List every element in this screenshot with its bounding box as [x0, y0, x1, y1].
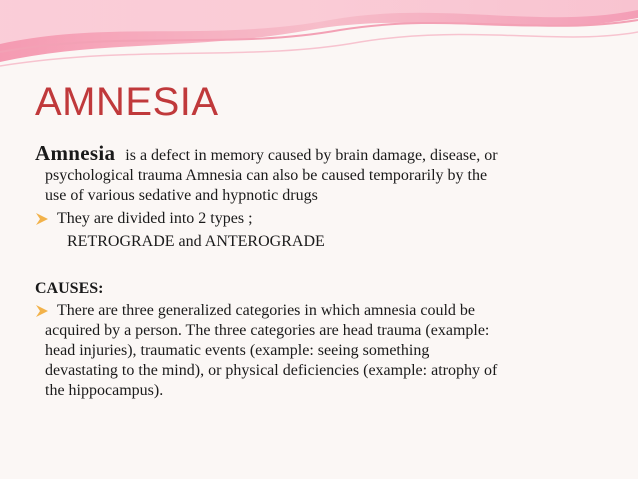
causes-line-1: There are three generalized categories in which amnesia could be — [57, 302, 476, 319]
arrow-bullet-icon — [35, 304, 49, 318]
causes-bullet — [35, 301, 625, 321]
definition-line-1: is a defect in memory caused by brain damage, disease, or — [125, 147, 498, 164]
causes-line-3: head injuries), traumatic events (example: seeing something — [45, 342, 430, 359]
definition-line-2: psychological trauma Amnesia can also be caused temporarily by the — [45, 167, 488, 184]
definition-line-3: use of various sedative and hypnotic drugs — [45, 187, 318, 204]
causes-line-5: the hippocampus). — [45, 382, 164, 399]
arrow-bullet-icon — [35, 212, 49, 226]
definition-paragraph — [35, 143, 625, 166]
definition-term: Amnesia — [35, 141, 116, 165]
causes-heading: CAUSES: — [35, 280, 104, 297]
header-wave-decoration — [0, 0, 638, 80]
types-bullet-text: They are divided into 2 types ; — [57, 210, 253, 227]
slide-title: AMNESIA — [35, 80, 219, 124]
slide-body — [35, 143, 625, 401]
causes-line-4: devastating to the mind), or physical deficiencies (example: atrophy of — [45, 362, 498, 379]
causes-line-2: acquired by a person. The three categories are head trauma (example: — [45, 322, 490, 339]
types-bullet — [35, 209, 625, 229]
types-list: RETROGRADE and ANTEROGRADE — [67, 233, 325, 250]
